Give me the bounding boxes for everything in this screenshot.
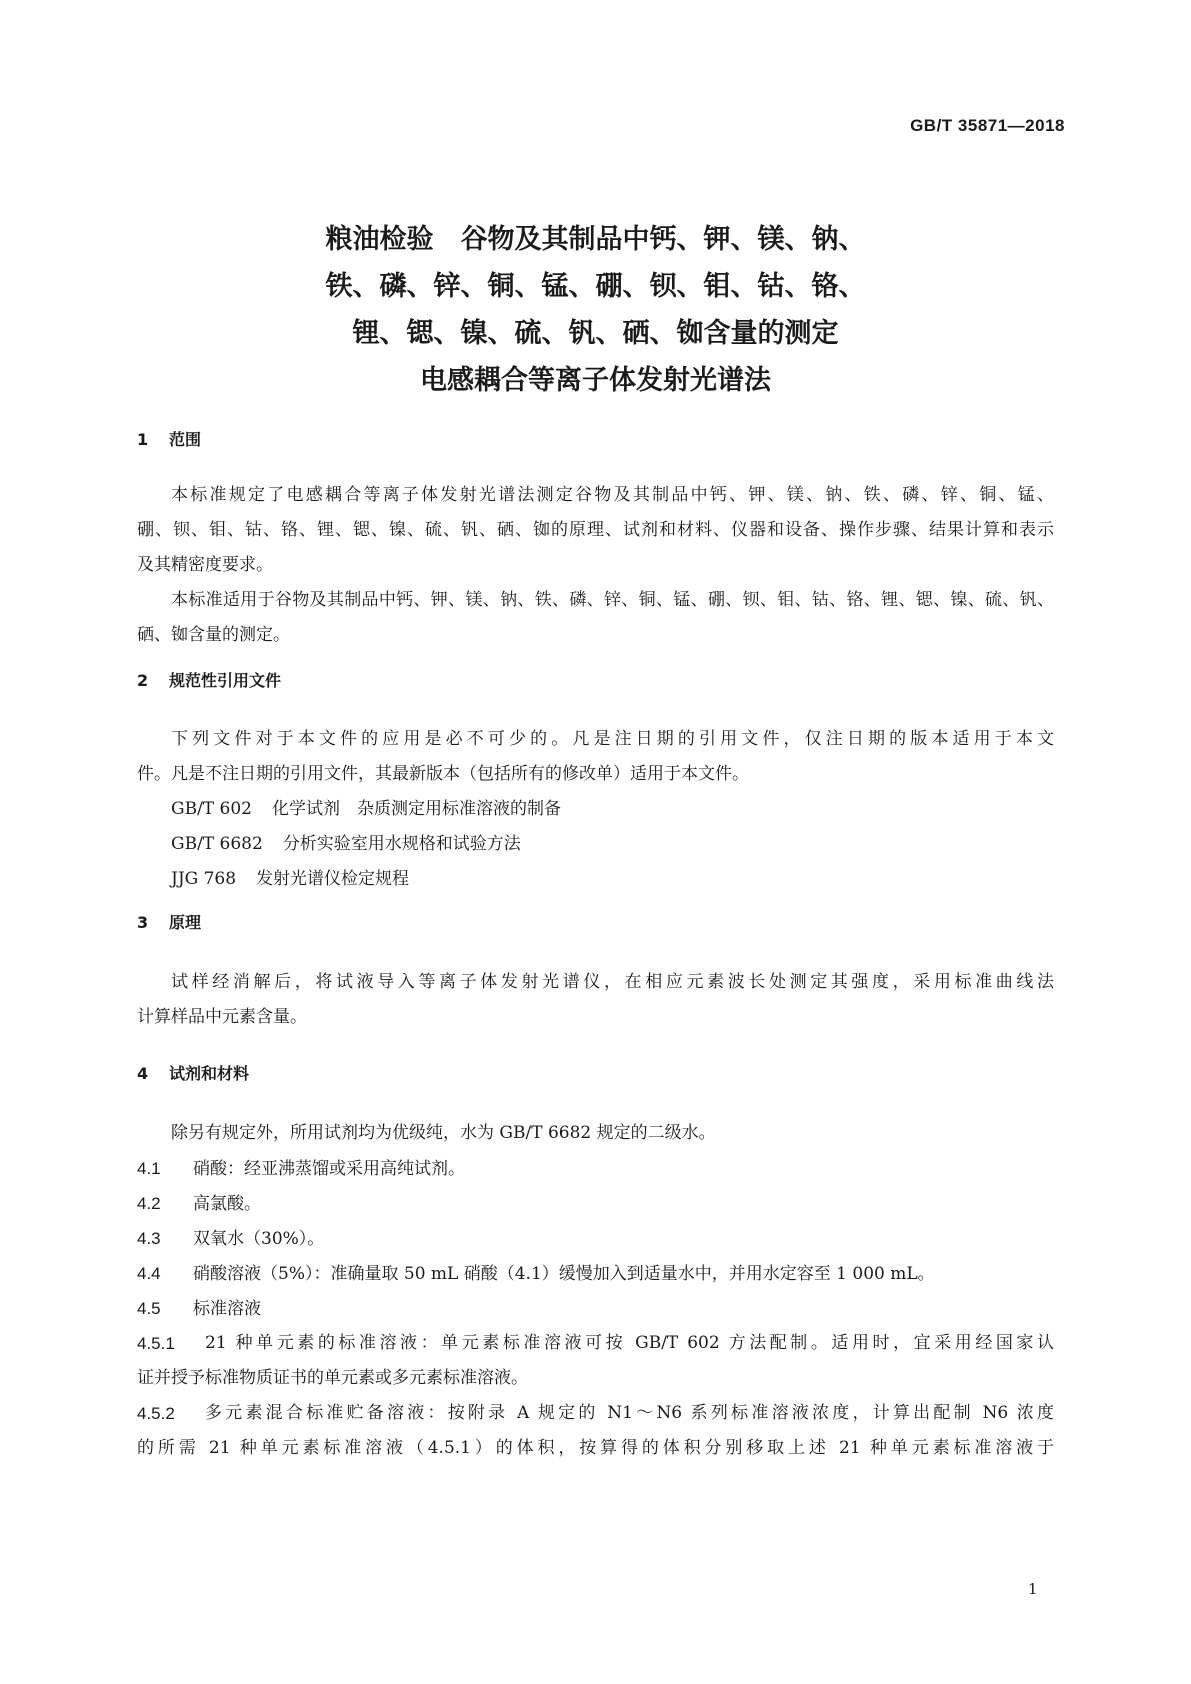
clause-item <box>137 1396 1054 1431</box>
clause-item <box>137 1186 1054 1221</box>
title-line-1: 粮油检验 谷物及其制品中钙、钾、镁、钠、 <box>325 224 866 255</box>
clause-item <box>137 1291 1054 1326</box>
title-line-3: 锂、锶、镍、硫、钒、硒、铷含量的测定 <box>352 318 839 349</box>
title-line-2: 铁、磷、锌、铜、锰、硼、钡、钼、钴、铬、 <box>325 271 866 302</box>
clause-text: 硝酸溶液（5%）：准确量取 50 mL 硝酸（4.1）缓慢加入到适量水中，并用水定容至 1 000 mL。 <box>193 1264 935 1284</box>
paragraph-line: 件。凡是不注日期的引用文件，其最新版本（包括所有的修改单）适用于本文件。 <box>137 764 749 784</box>
standard-code: GB/T 35871—2018 <box>910 116 1065 135</box>
section-4-body <box>137 1116 1054 1466</box>
reference-item <box>137 827 1054 862</box>
section-3-body <box>137 965 1054 1035</box>
clause-item <box>137 1256 1054 1291</box>
reference-code: JJG 768 <box>171 869 237 889</box>
reference-code: GB/T 6682 <box>171 834 263 854</box>
paragraph-line: 证并授予标准物质证书的单元素或多元素标准溶液。 <box>137 1368 528 1388</box>
clause-number: 4.5.1 <box>137 1334 175 1353</box>
clause-text: 双氧水（30%）。 <box>193 1229 325 1249</box>
clause-text: 多元素混合标准贮备溶液：按附录 A 规定的 N1～N6 系列标准溶液浓度，计算出配制 N6 浓度 <box>205 1403 1054 1423</box>
clause-item <box>137 1326 1054 1361</box>
paragraph-line: 本标准规定了电感耦合等离子体发射光谱法测定谷物及其制品中钙、钾、镁、钠、铁、磷、锌、铜、锰、 <box>171 485 1054 505</box>
section-number: 4 <box>137 1064 149 1083</box>
section-number: 2 <box>137 671 149 690</box>
clause-text: 21 种单元素的标准溶液：单元素标准溶液可按 GB/T 602 方法配制。适用时，宜采用经国家认 <box>205 1333 1054 1353</box>
section-title: 试剂和材料 <box>169 1064 250 1083</box>
section-2-heading <box>137 669 281 693</box>
paragraph-line: 及其精密度要求。 <box>137 555 273 575</box>
reference-title: 化学试剂 杂质测定用标准溶液的制备 <box>272 799 561 819</box>
clause-number: 4.3 <box>137 1229 161 1248</box>
section-number: 1 <box>137 430 149 449</box>
page-number: 1 <box>1028 1580 1038 1598</box>
paragraph-line: 下列文件对于本文件的应用是必不可少的。凡是注日期的引用文件，仅注日期的版本适用于本文 <box>171 729 1054 749</box>
clause-text: 高氯酸。 <box>193 1194 261 1214</box>
section-4-heading <box>137 1062 249 1086</box>
paragraph-line: 计算样品中元素含量。 <box>137 1007 307 1027</box>
clause-item <box>137 1221 1054 1256</box>
clause-text: 硝酸：经亚沸蒸馏或采用高纯试剂。 <box>193 1159 465 1179</box>
paragraph-line: 试样经消解后，将试液导入等离子体发射光谱仪，在相应元素波长处测定其强度，采用标准曲线法 <box>171 972 1054 992</box>
paragraph-line: 硒、铷含量的测定。 <box>137 625 290 645</box>
section-1-heading <box>137 428 201 452</box>
paragraph-line: 除另有规定外，所用试剂均为优级纯，水为 GB/T 6682 规定的二级水。 <box>171 1123 716 1143</box>
paragraph-line: 本标准适用于谷物及其制品中钙、钾、镁、钠、铁、磷、锌、铜、锰、硼、钡、钼、钴、铬、锂、锶、镍、硫、钒、 <box>171 590 1054 610</box>
clause-item <box>137 1151 1054 1186</box>
section-title: 范围 <box>169 430 202 449</box>
section-title: 原理 <box>169 913 202 932</box>
section-number: 3 <box>137 913 149 932</box>
title-line-4: 电感耦合等离子体发射光谱法 <box>420 365 771 396</box>
reference-title: 发射光谱仪检定规程 <box>256 869 410 889</box>
clause-number: 4.1 <box>137 1159 161 1178</box>
paragraph-line: 的所需 21 种单元素标准溶液（4.5.1）的体积，按算得的体积分别移取上述 21 种单元素标准溶液于 <box>137 1438 1054 1458</box>
section-2-body <box>137 722 1054 897</box>
reference-item <box>137 862 1054 897</box>
document-title <box>0 216 1191 404</box>
section-1-body <box>137 478 1054 653</box>
clause-number: 4.5.2 <box>137 1404 175 1423</box>
reference-title: 分析实验室用水规格和试验方法 <box>282 834 521 854</box>
clause-number: 4.4 <box>137 1264 161 1283</box>
reference-code: GB/T 602 <box>171 799 252 819</box>
clause-number: 4.2 <box>137 1194 161 1213</box>
reference-item <box>137 792 1054 827</box>
paragraph-line: 硼、钡、钼、钴、铬、锂、锶、镍、硫、钒、硒、铷的原理、试剂和材料、仪器和设备、操作步骤、结果计算和表示 <box>137 520 1054 540</box>
clause-text: 标准溶液 <box>193 1299 261 1319</box>
section-title: 规范性引用文件 <box>169 671 282 690</box>
clause-number: 4.5 <box>137 1299 161 1318</box>
section-3-heading <box>137 911 201 935</box>
